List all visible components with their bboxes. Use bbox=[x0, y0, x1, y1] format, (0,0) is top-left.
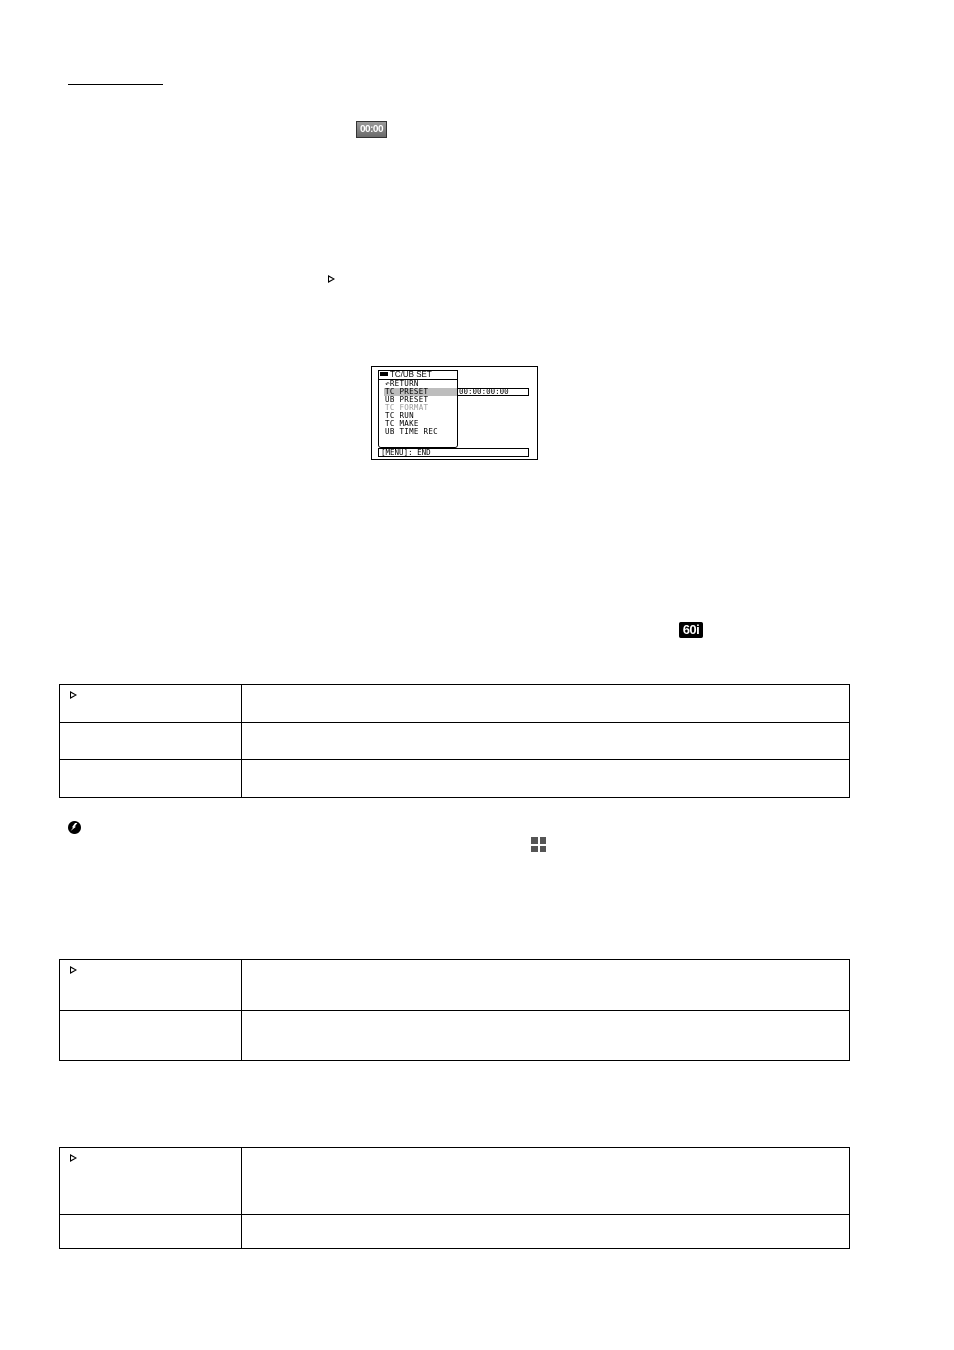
table-cell-option bbox=[60, 685, 242, 723]
options-table-1 bbox=[59, 684, 850, 798]
table-row bbox=[60, 760, 850, 798]
menu-item-tc-make[interactable]: TC MAKE bbox=[385, 419, 419, 428]
menu-item-return[interactable]: ↶RETURN bbox=[385, 379, 419, 388]
table-cell-description bbox=[242, 723, 850, 760]
table-cell-description bbox=[242, 1011, 850, 1061]
options-table-2 bbox=[59, 959, 850, 1061]
menu-item-tc-run[interactable]: TC RUN bbox=[385, 411, 414, 420]
table-cell-description bbox=[242, 1148, 850, 1215]
table-row bbox=[60, 1011, 850, 1061]
table-cell-description bbox=[242, 1215, 850, 1249]
table-row bbox=[60, 1215, 850, 1249]
table-cell-option bbox=[60, 1215, 242, 1249]
tc-ub-set-menu-screen bbox=[371, 366, 538, 460]
table-row bbox=[60, 960, 850, 1011]
tape-icon bbox=[380, 372, 388, 376]
default-marker-icon bbox=[70, 1154, 77, 1162]
options-table-3 bbox=[59, 1147, 850, 1249]
table-cell-option bbox=[60, 723, 242, 760]
play-triangle-icon bbox=[328, 275, 335, 283]
table-cell-option bbox=[60, 960, 242, 1011]
menu-title-text: TC/UB SET bbox=[390, 370, 432, 379]
caution-icon bbox=[68, 821, 81, 834]
timecode-value: 00:00:00:00 bbox=[457, 388, 529, 396]
menu-item-tc-preset[interactable]: TC PRESET bbox=[385, 387, 429, 396]
table-cell-option bbox=[60, 1148, 242, 1215]
counter-reset-button-icon: 00:00 bbox=[356, 121, 387, 138]
table-row bbox=[60, 1148, 850, 1215]
table-cell-description bbox=[242, 760, 850, 798]
header-rule bbox=[68, 84, 163, 85]
menu-footer: [MENU]: END bbox=[378, 448, 529, 457]
menu-item-tc-format: TC FORMAT bbox=[385, 403, 429, 412]
menu-item-ub-time-rec[interactable]: UB TIME REC bbox=[385, 427, 438, 436]
frame-rate-60i-icon: 60i bbox=[679, 622, 703, 638]
menu-item-ub-preset[interactable]: UB PRESET bbox=[385, 395, 429, 404]
table-cell-description bbox=[242, 960, 850, 1011]
default-marker-icon bbox=[70, 691, 77, 699]
table-cell-option bbox=[60, 760, 242, 798]
table-cell-option bbox=[60, 1011, 242, 1061]
table-row bbox=[60, 723, 850, 760]
grid-icon bbox=[531, 837, 546, 852]
table-cell-description bbox=[242, 685, 850, 723]
table-row bbox=[60, 685, 850, 723]
default-marker-icon bbox=[70, 966, 77, 974]
